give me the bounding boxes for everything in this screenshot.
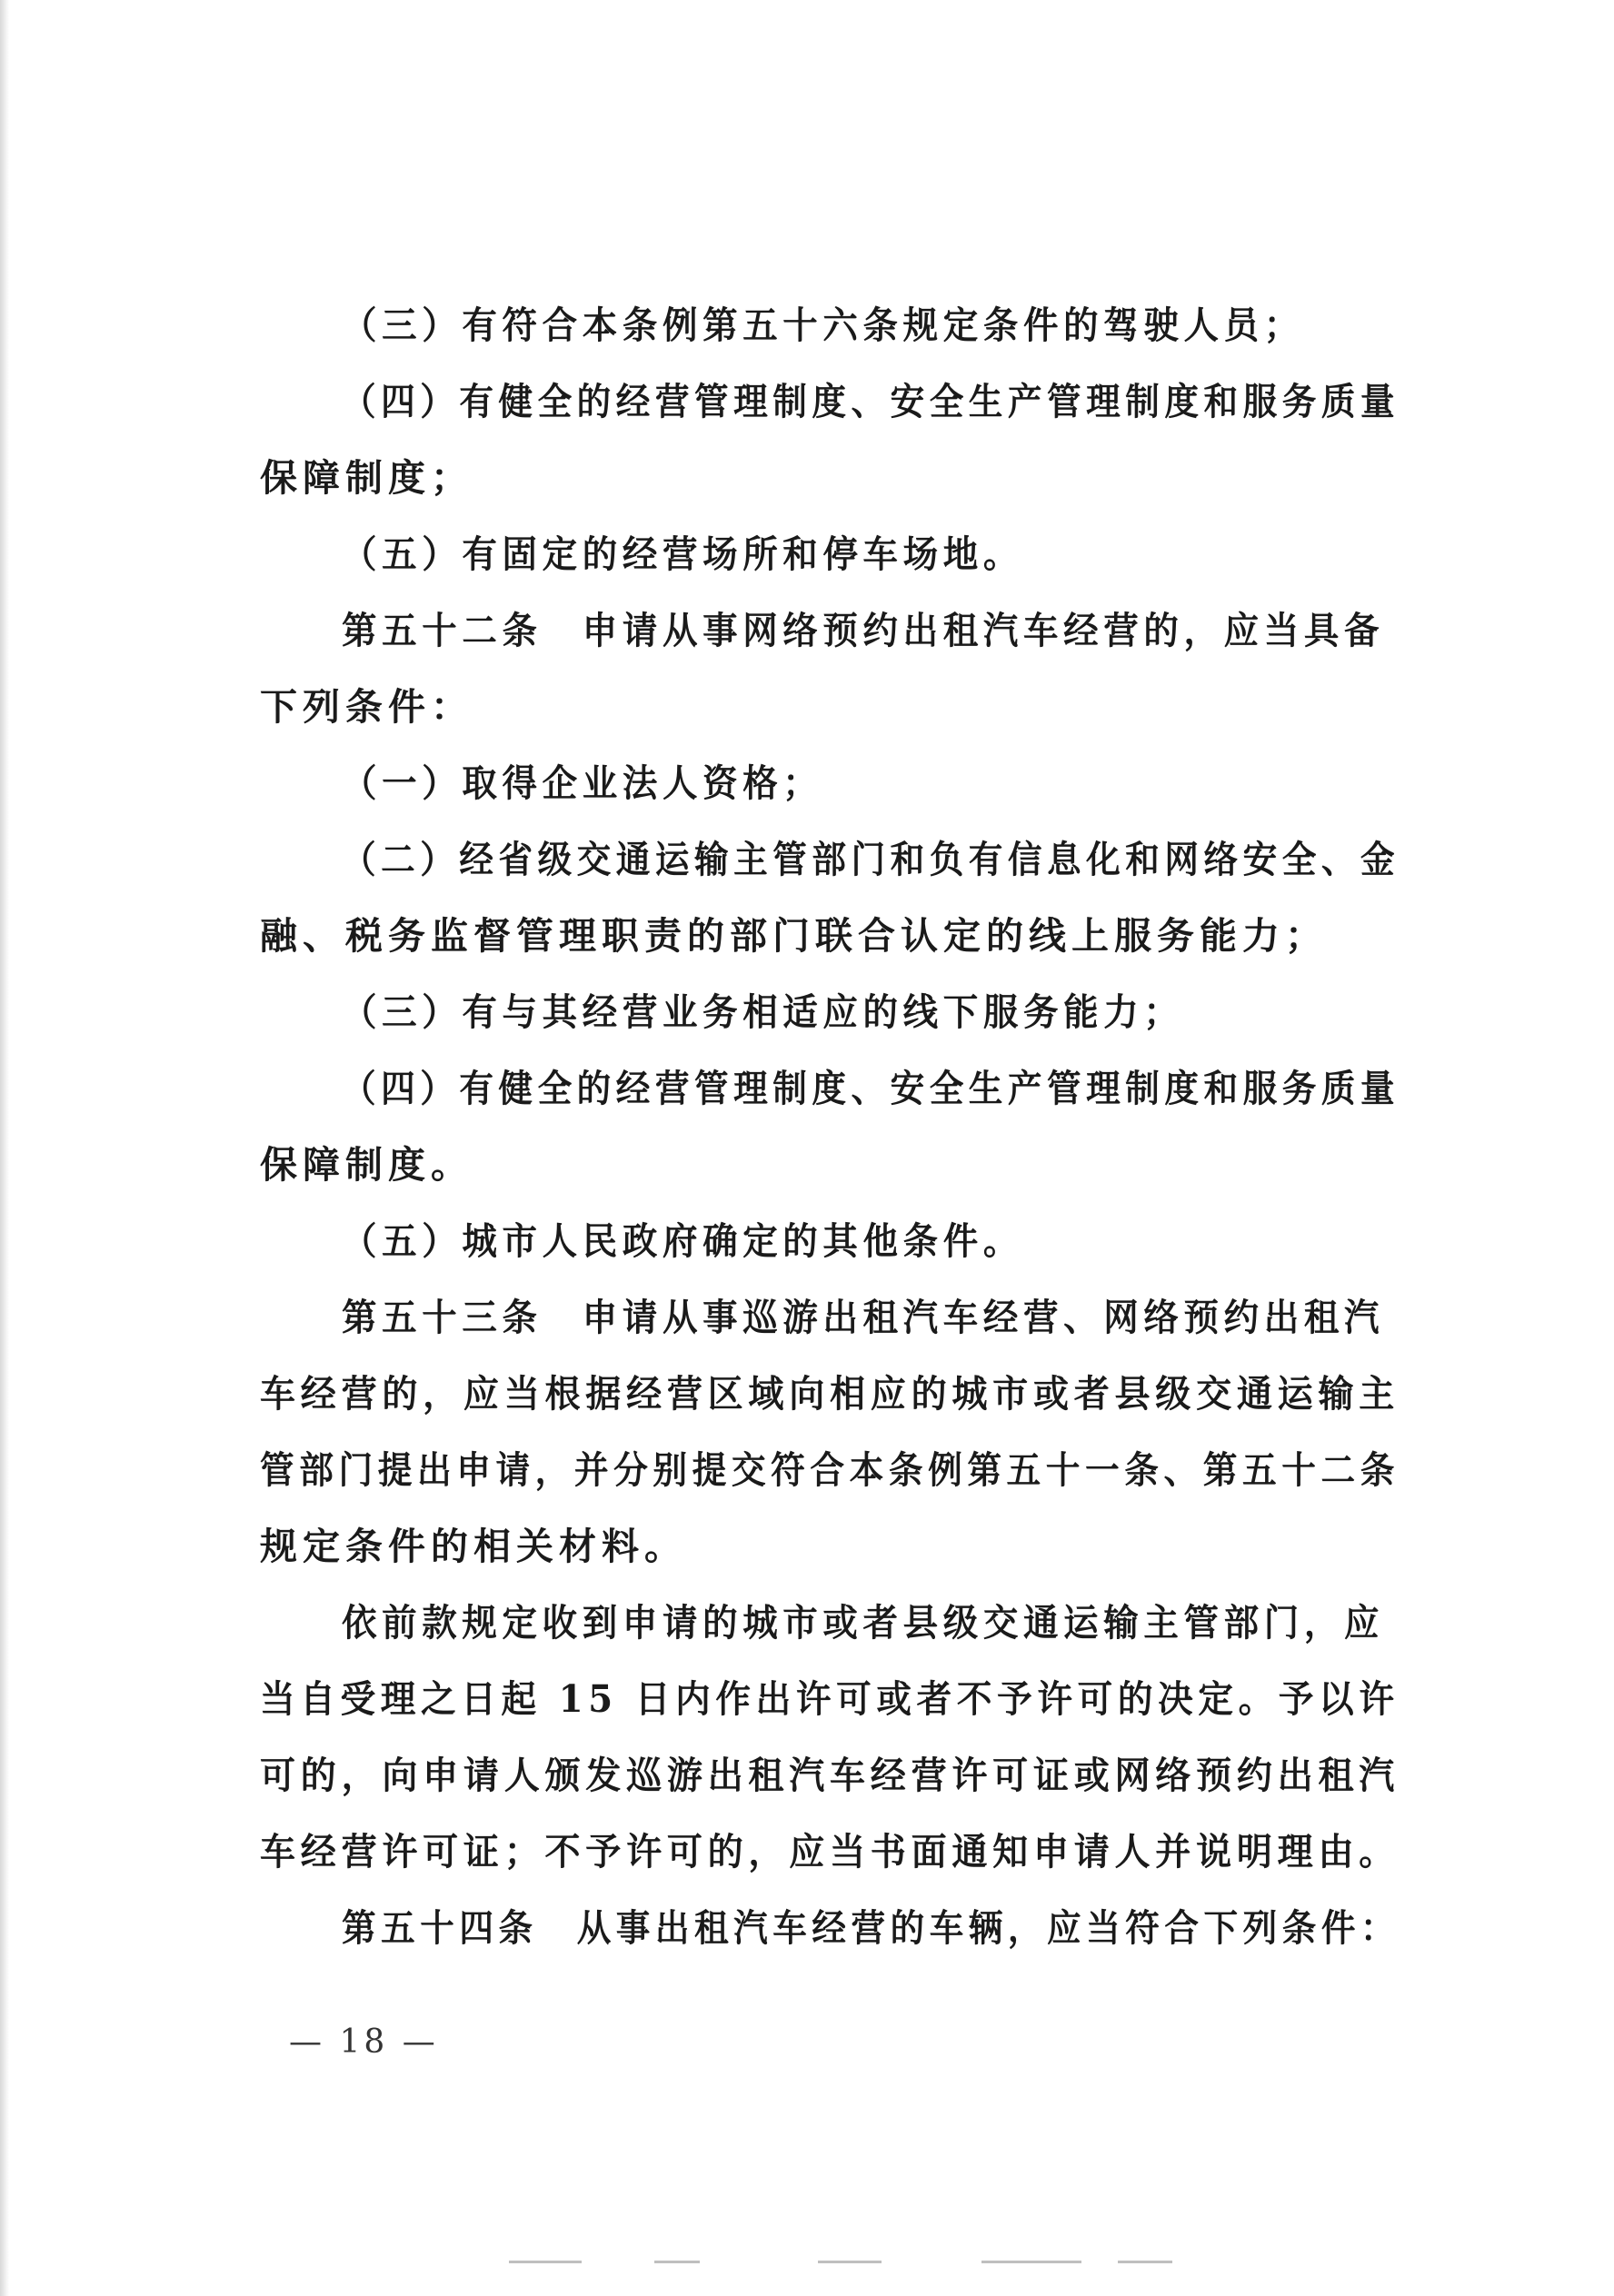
text-line: 车经营的，应当根据经营区域向相应的城市或者县级交通运输主	[260, 1372, 1400, 1416]
article-heading-52: 第五十二条 申请从事网络预约出租汽车经营的，应当具备	[342, 609, 1385, 652]
scan-noise	[509, 2261, 582, 2263]
scan-edge-shadow	[0, 0, 9, 2296]
scan-noise	[654, 2261, 700, 2263]
page-number: — 18 —	[289, 2023, 439, 2061]
text-line: （二）经省级交通运输主管部门和负有信息化和网络安全、金	[342, 838, 1400, 881]
text-line: 规定条件的相关材料。	[260, 1525, 687, 1568]
text-line: 车经营许可证；不予许可的，应当书面通知申请人并说明理由。	[260, 1830, 1400, 1874]
text-line: （四）有健全的经营管理制度、安全生产管理制度和服务质量	[342, 380, 1400, 423]
text-line: 下列条件：	[260, 685, 473, 729]
scan-noise	[818, 2261, 882, 2263]
text-line: （一）取得企业法人资格；	[342, 761, 823, 805]
text-line: （五）有固定的经营场所和停车场地。	[342, 532, 1024, 576]
text-line: 管部门提出申请，并分别提交符合本条例第五十一条、第五十二条	[260, 1448, 1400, 1492]
text-line: （五）城市人民政府确定的其他条件。	[342, 1219, 1024, 1263]
text-line: 可的，向申请人颁发巡游出租汽车经营许可证或网络预约出租汽	[260, 1754, 1400, 1797]
scan-noise	[1118, 2261, 1172, 2263]
article-heading-53: 第五十三条 申请从事巡游出租汽车经营、网络预约出租汽	[342, 1296, 1385, 1339]
text-line: （三）有与其经营业务相适应的线下服务能力；	[342, 990, 1184, 1034]
scan-noise	[981, 2261, 1081, 2263]
text-line: （四）有健全的经营管理制度、安全生产管理制度和服务质量	[342, 1067, 1400, 1110]
text-line: 依前款规定收到申请的城市或者县级交通运输主管部门，应	[342, 1601, 1385, 1645]
text-line: 保障制度；	[260, 456, 473, 500]
text-line: 保障制度。	[260, 1143, 473, 1187]
text-line: 融、税务监督管理职责的部门联合认定的线上服务能力；	[260, 914, 1328, 958]
text-line: （三）有符合本条例第五十六条规定条件的驾驶人员；	[342, 303, 1304, 347]
article-heading-54: 第五十四条 从事出租汽车经营的车辆，应当符合下列条件：	[342, 1906, 1400, 1950]
text-line: 当自受理之日起 15 日内作出许可或者不予许可的决定。予以许	[260, 1677, 1400, 1721]
